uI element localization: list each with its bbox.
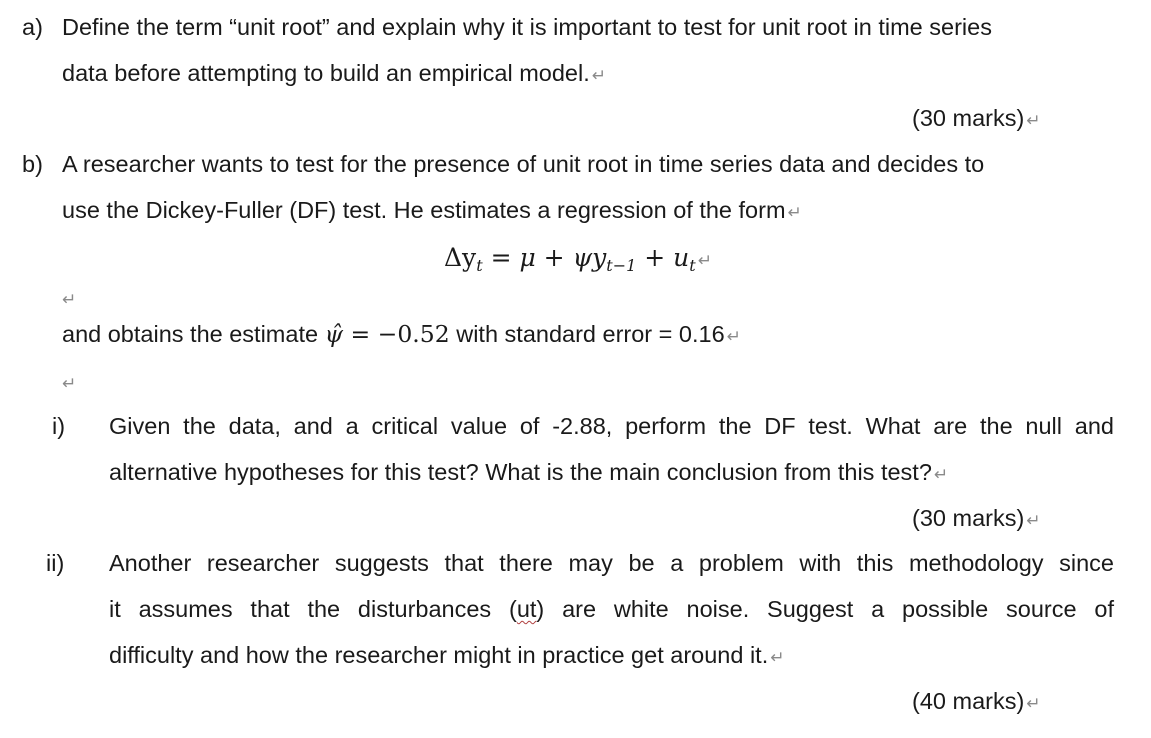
empty-paragraph: [60, 283, 76, 314]
empty-paragraph: [60, 367, 76, 398]
part-a-marks: (30 marks) ↵: [912, 105, 1041, 131]
paragraph-mark-icon: ↵: [787, 203, 802, 222]
paragraph-mark-icon: ↵: [933, 465, 949, 484]
sub-ii-marks: (40 marks) ↵: [912, 688, 1041, 714]
psi-hat: ψ̂: [324, 320, 344, 348]
paragraph-mark-icon: ↵: [726, 327, 741, 346]
paragraph-mark-icon: ↵: [1026, 694, 1041, 713]
paragraph-mark-icon: ↵: [1026, 111, 1041, 130]
sub-ii-label: ii): [46, 550, 65, 576]
paragraph-mark-icon: ↵: [591, 66, 607, 85]
ut-term: ut: [516, 596, 537, 622]
paragraph-mark-icon: ↵: [62, 290, 77, 309]
estimate-line: and obtains the estimate ψ̂ = −0.52 with standard error = 0.16 ↵: [62, 320, 741, 348]
part-a-label: a): [22, 14, 43, 40]
part-a-line-1: Define the term “unit root” and explain why it is important to test for unit root in time series: [62, 14, 992, 40]
sub-i-label: i): [52, 413, 66, 439]
sub-i-line-1: Given the data, and a critical value of -2.88, perform the DF test. What are the null and: [109, 413, 1114, 439]
sub-i-marks: (30 marks) ↵: [912, 505, 1041, 531]
part-a-line-2: data before attempting to build an empirical model. ↵: [62, 60, 607, 86]
part-b-label: b): [22, 151, 43, 177]
sub-ii-line-3: difficulty and how the researcher might in practice get around it. ↵: [109, 642, 785, 668]
paragraph-mark-icon: ↵: [1026, 511, 1041, 530]
df-regression-equation: $\Delta y_t = \mu + \psi y_{t-1} + u_t$ ↵: [444, 243, 712, 275]
paragraph-mark-icon: ↵: [62, 374, 77, 393]
part-b-line-1: A researcher wants to test for the presence of unit root in time series data and decides to: [62, 151, 985, 177]
sub-ii-line-2: it assumes that the disturbances (ut) are white noise. Suggest a possible source of: [109, 596, 1114, 622]
sub-i-line-2: alternative hypotheses for this test? What is the main conclusion from this test? ↵: [109, 459, 949, 485]
sub-ii-line-1: Another researcher suggests that there may be a problem with this methodology since: [109, 550, 1114, 576]
paragraph-mark-icon: ↵: [770, 648, 785, 667]
paragraph-mark-icon: ↵: [697, 251, 712, 270]
part-b-line-2: use the Dickey-Fuller (DF) test. He estimates a regression of the form ↵: [62, 197, 802, 223]
